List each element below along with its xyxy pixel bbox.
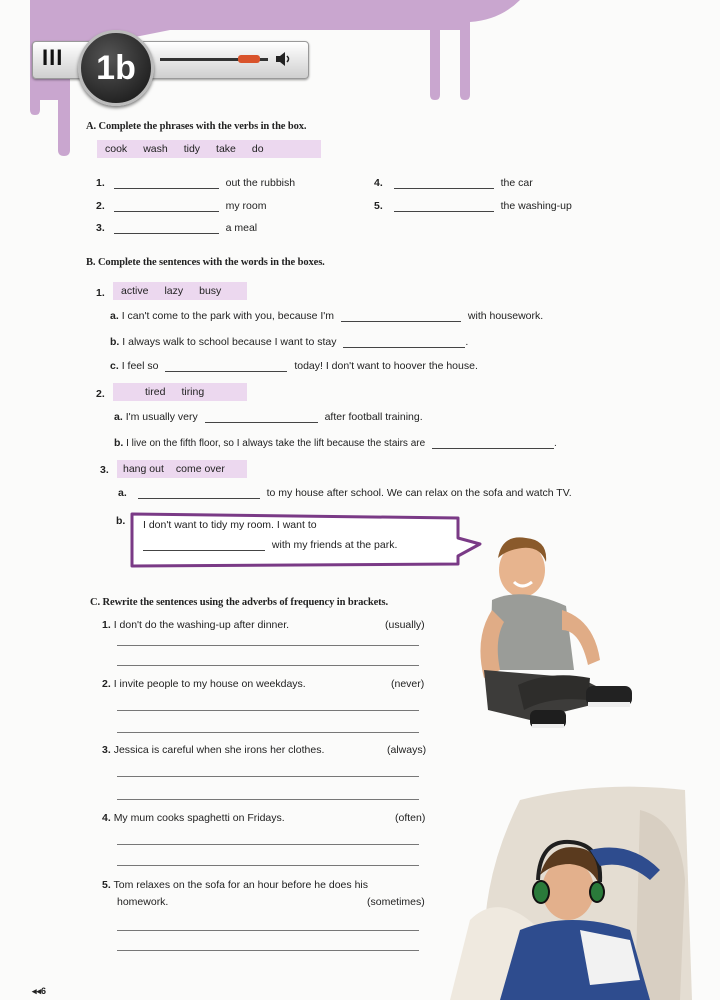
answer-blank[interactable]	[165, 361, 287, 372]
verb-word: tidy	[183, 143, 201, 155]
section-a-word-box	[97, 140, 321, 158]
group-1-sentence-a: a. I can't come to the park with you, because I'm with housework.	[110, 310, 544, 322]
bubble-line-1: I don't want to tidy my room. I want to	[143, 519, 317, 531]
group-1-number: 1.	[96, 287, 105, 299]
group-2-number: 2.	[96, 388, 105, 400]
adverb-1: (usually)	[385, 619, 425, 631]
group-1-sentence-c: c. I feel so today! I don't want to hoover the house.	[110, 360, 478, 372]
answer-line[interactable]	[117, 776, 419, 777]
section-a-item-3: 3. a meal	[96, 222, 258, 234]
answer-blank[interactable]	[114, 201, 219, 212]
group-1-word-box: active lazy busy	[113, 282, 247, 300]
section-a-heading: A. Complete the phrases with the verbs in the box.	[86, 121, 307, 132]
answer-blank[interactable]	[394, 178, 494, 189]
answer-line[interactable]	[117, 665, 419, 666]
boy-headphones-photo	[430, 780, 692, 1000]
section-a-item-4: 4. the car	[374, 177, 533, 189]
section-c-item-1: 1. I don't do the washing-up after dinner.	[102, 619, 290, 631]
answer-blank[interactable]	[341, 311, 461, 322]
answer-line[interactable]	[117, 950, 419, 951]
answer-blank[interactable]	[138, 488, 260, 499]
adverb-5: (sometimes)	[367, 896, 425, 908]
page-number: ◂◂6	[32, 986, 47, 996]
answer-line[interactable]	[117, 865, 419, 866]
verb-word: cook	[105, 143, 128, 155]
section-a-item-2: 2. my room	[96, 200, 267, 212]
section-c-item-3: 3. Jessica is careful when she irons her clothes.	[102, 744, 325, 756]
adverb-2: (never)	[391, 678, 425, 690]
section-c-heading: C. Rewrite the sentences using the adverbs of frequency in brackets.	[90, 597, 389, 608]
answer-blank[interactable]	[114, 223, 219, 234]
answer-blank[interactable]	[343, 337, 465, 348]
answer-blank[interactable]	[114, 178, 219, 189]
answer-line[interactable]	[117, 930, 419, 931]
group-3-sentence-a: a. to my house after school. We can relax on the sofa and watch TV.	[118, 487, 572, 499]
answer-blank[interactable]	[432, 438, 554, 449]
section-c-item-2: 2. I invite people to my house on weekdays.	[102, 678, 306, 690]
audio-slider-handle[interactable]	[238, 55, 260, 63]
answer-blank[interactable]	[205, 412, 318, 423]
group-2-sentence-a: a. I'm usually very after football training.	[114, 411, 423, 423]
unit-number: 1b	[96, 48, 136, 87]
section-c-item-5-line-2: homework.	[117, 896, 169, 908]
group-3-number: 3.	[100, 464, 109, 476]
section-a-item-5: 5. the washing-up	[374, 200, 572, 212]
answer-line[interactable]	[117, 645, 419, 646]
verb-word: do	[251, 143, 264, 155]
group-1-sentence-b: b. I always walk to school because I want to stay .	[110, 336, 469, 348]
group-3-word-box: hang out come over	[117, 460, 247, 478]
section-c-item-4: 4. My mum cooks spaghetti on Fridays.	[102, 812, 285, 824]
adverb-4: (often)	[395, 812, 426, 824]
section-b-heading: B. Complete the sentences with the words in the boxes.	[86, 257, 325, 268]
section-a-item-1: 1. out the rubbish	[96, 177, 296, 189]
answer-line[interactable]	[117, 732, 419, 733]
section-c-item-5: 5. Tom relaxes on the sofa for an hour before he does his	[102, 879, 368, 891]
boy-sitting-photo	[470, 520, 645, 745]
answer-line[interactable]	[117, 799, 419, 800]
answer-blank[interactable]	[394, 201, 494, 212]
verb-word: wash	[143, 143, 168, 155]
answer-line[interactable]	[117, 710, 419, 711]
bubble-line-2: with my friends at the park.	[143, 539, 397, 551]
speaker-icon[interactable]	[274, 50, 294, 68]
group-2-word-box: tired tiring	[113, 383, 247, 401]
unit-badge	[78, 30, 154, 106]
bars-icon: III	[42, 45, 64, 70]
group-3-b-label: b.	[116, 515, 126, 527]
verb-word: take	[216, 143, 236, 155]
group-2-sentence-b: b. I live on the fifth floor, so I always take the lift because the stairs are .	[114, 437, 557, 449]
adverb-3: (always)	[387, 744, 427, 756]
answer-blank[interactable]	[143, 540, 265, 551]
answer-line[interactable]	[117, 844, 419, 845]
